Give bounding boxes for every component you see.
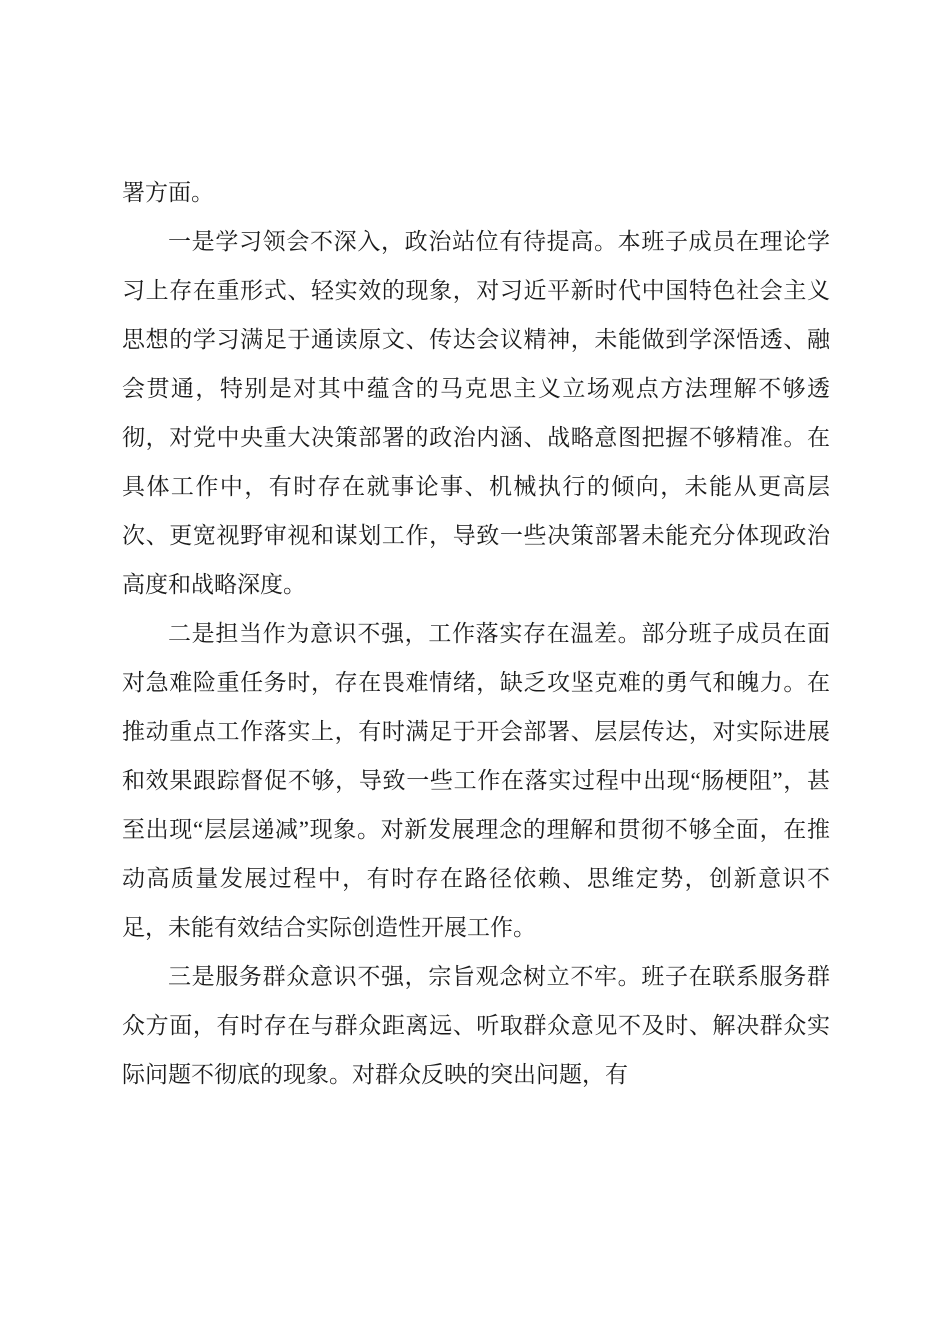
paragraph-point-three: 三是服务群众意识不强，宗旨观念树立不牢。班子在联系服务群众方面，有时存在与群众距离远、听取群众意见不及时、解决群众实际问题不彻底的现象。对群众反映的突出问题，有 [122, 964, 830, 1087]
paragraph-point-one: 一是学习领会不深入，政治站位有待提高。本班子成员在理论学习上存在重形式、轻实效的现象，对习近平新时代中国特色社会主义思想的学习满足于通读原文、传达会议精神，未能做到学深悟透、融会贯通，特别是对其中蕴含的马克思主义立场观点方法理解不够透彻，对党中央重大决策部署的政治内涵、战略意图把握不够精准。在具体工作中，有时存在就事论事、机械执行的倾向，未能从更高层次、更宽视野审视和谋划工作，导致一些决策部署未能充分体现政治高度和战略深度。 [122, 229, 830, 597]
paragraph-continuation: 署方面。 [122, 180, 214, 205]
document-body [122, 168, 830, 1099]
paragraph-point-two: 二是担当作为意识不强，工作落实存在温差。部分班子成员在面对急难险重任务时，存在畏难情绪，缺乏攻坚克难的勇气和魄力。在推动重点工作落实上，有时满足于开会部署、层层传达，对实际进展和效果跟踪督促不够，导致一些工作在落实过程中出现“肠梗阻”，甚至出现“层层递减”现象。对新发展理念的理解和贯彻不够全面，在推动高质量发展过程中，有时存在路径依赖、思维定势，创新意识不足，未能有效结合实际创造性开展工作。 [122, 621, 830, 940]
